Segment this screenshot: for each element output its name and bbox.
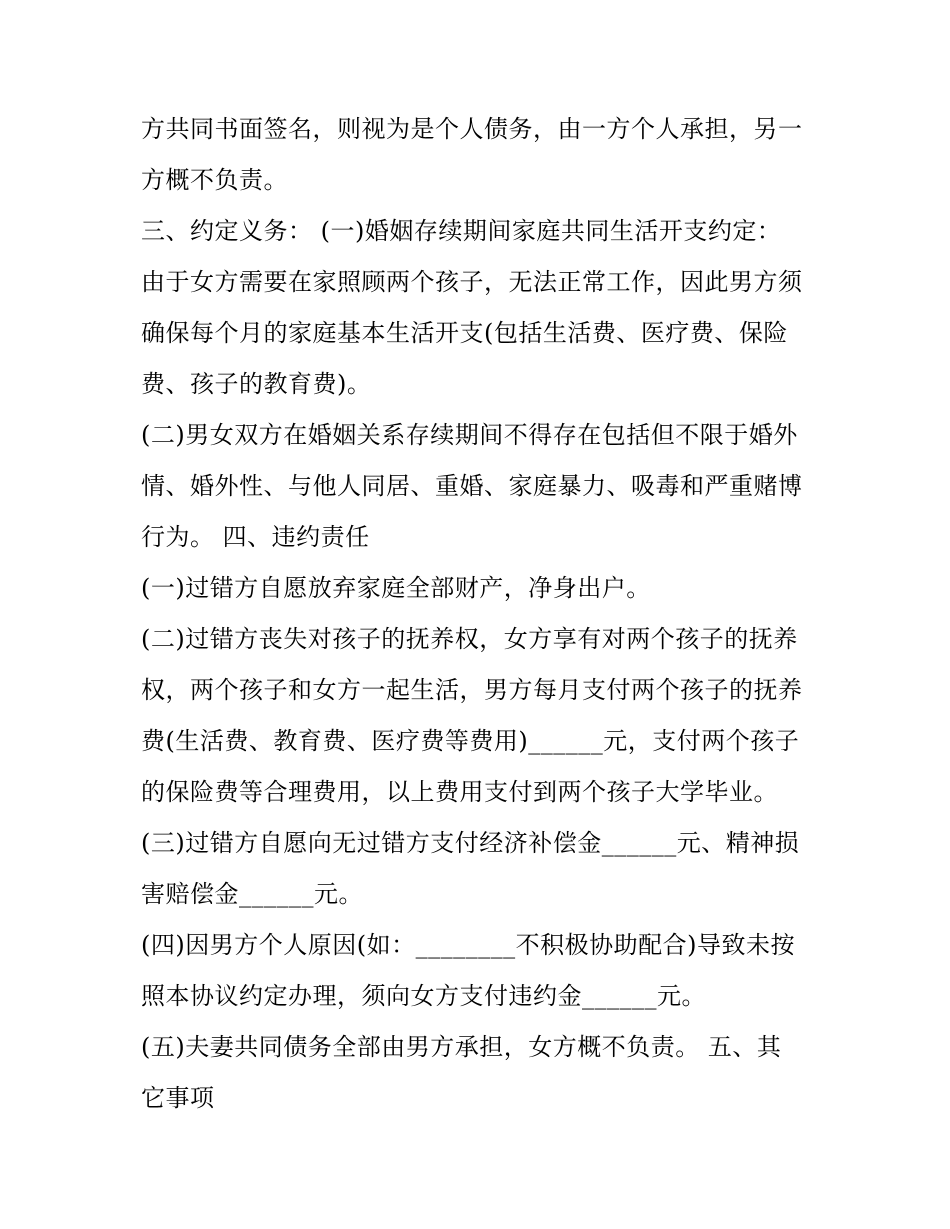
text-line: 由于女方需要在家照顾两个孩子，无法正常工作，因此男方须 xyxy=(141,268,803,296)
text-line: 情、婚外性、与他人同居、重婚、家庭暴力、吸毒和严重赌博 xyxy=(141,472,803,500)
text-line: (五)夫妻共同债务全部由男方承担，女方概不负责。 五、其 xyxy=(141,1033,782,1061)
text-line: 照本协议约定办理，须向女方支付违约金______元。 xyxy=(141,982,706,1010)
text-line: 费、孩子的教育费)。 xyxy=(141,370,372,398)
text-line: (二)过错方丧失对孩子的抚养权，女方享有对两个孩子的抚养 xyxy=(141,625,798,653)
text-line: 它事项 xyxy=(141,1084,215,1112)
text-line: 害赔偿金______元。 xyxy=(141,880,363,908)
text-line: 行为。 四、违约责任 xyxy=(141,523,370,551)
text-line: (三)过错方自愿向无过错方支付经济补偿金______元、精神损 xyxy=(141,829,800,857)
text-line: (一)过错方自愿放弃家庭全部财产，净身出户。 xyxy=(141,574,651,602)
text-line: 费(生活费、教育费、医疗费等费用)______元，支付两个孩子 xyxy=(141,727,800,755)
text-line: 确保每个月的家庭基本生活开支(包括生活费、医疗费、保险 xyxy=(141,319,788,347)
text-line: (二)男女双方在婚姻关系存续期间不得存在包括但不限于婚外 xyxy=(141,421,798,449)
text-line: 的保险费等合理费用，以上费用支付到两个孩子大学毕业。 xyxy=(141,778,778,806)
text-line: (四)因男方个人原因(如：________不积极协助配合)导致未按 xyxy=(141,931,795,959)
document-body xyxy=(141,104,841,1124)
text-line: 三、约定义务： (一)婚姻存续期间家庭共同生活开支约定： xyxy=(141,217,782,245)
text-line: 方概不负责。 xyxy=(141,166,288,194)
text-line: 权，两个孩子和女方一起生活，男方每月支付两个孩子的抚养 xyxy=(141,676,803,704)
text-line: 方共同书面签名，则视为是个人债务，由一方个人承担，另一 xyxy=(141,115,803,143)
